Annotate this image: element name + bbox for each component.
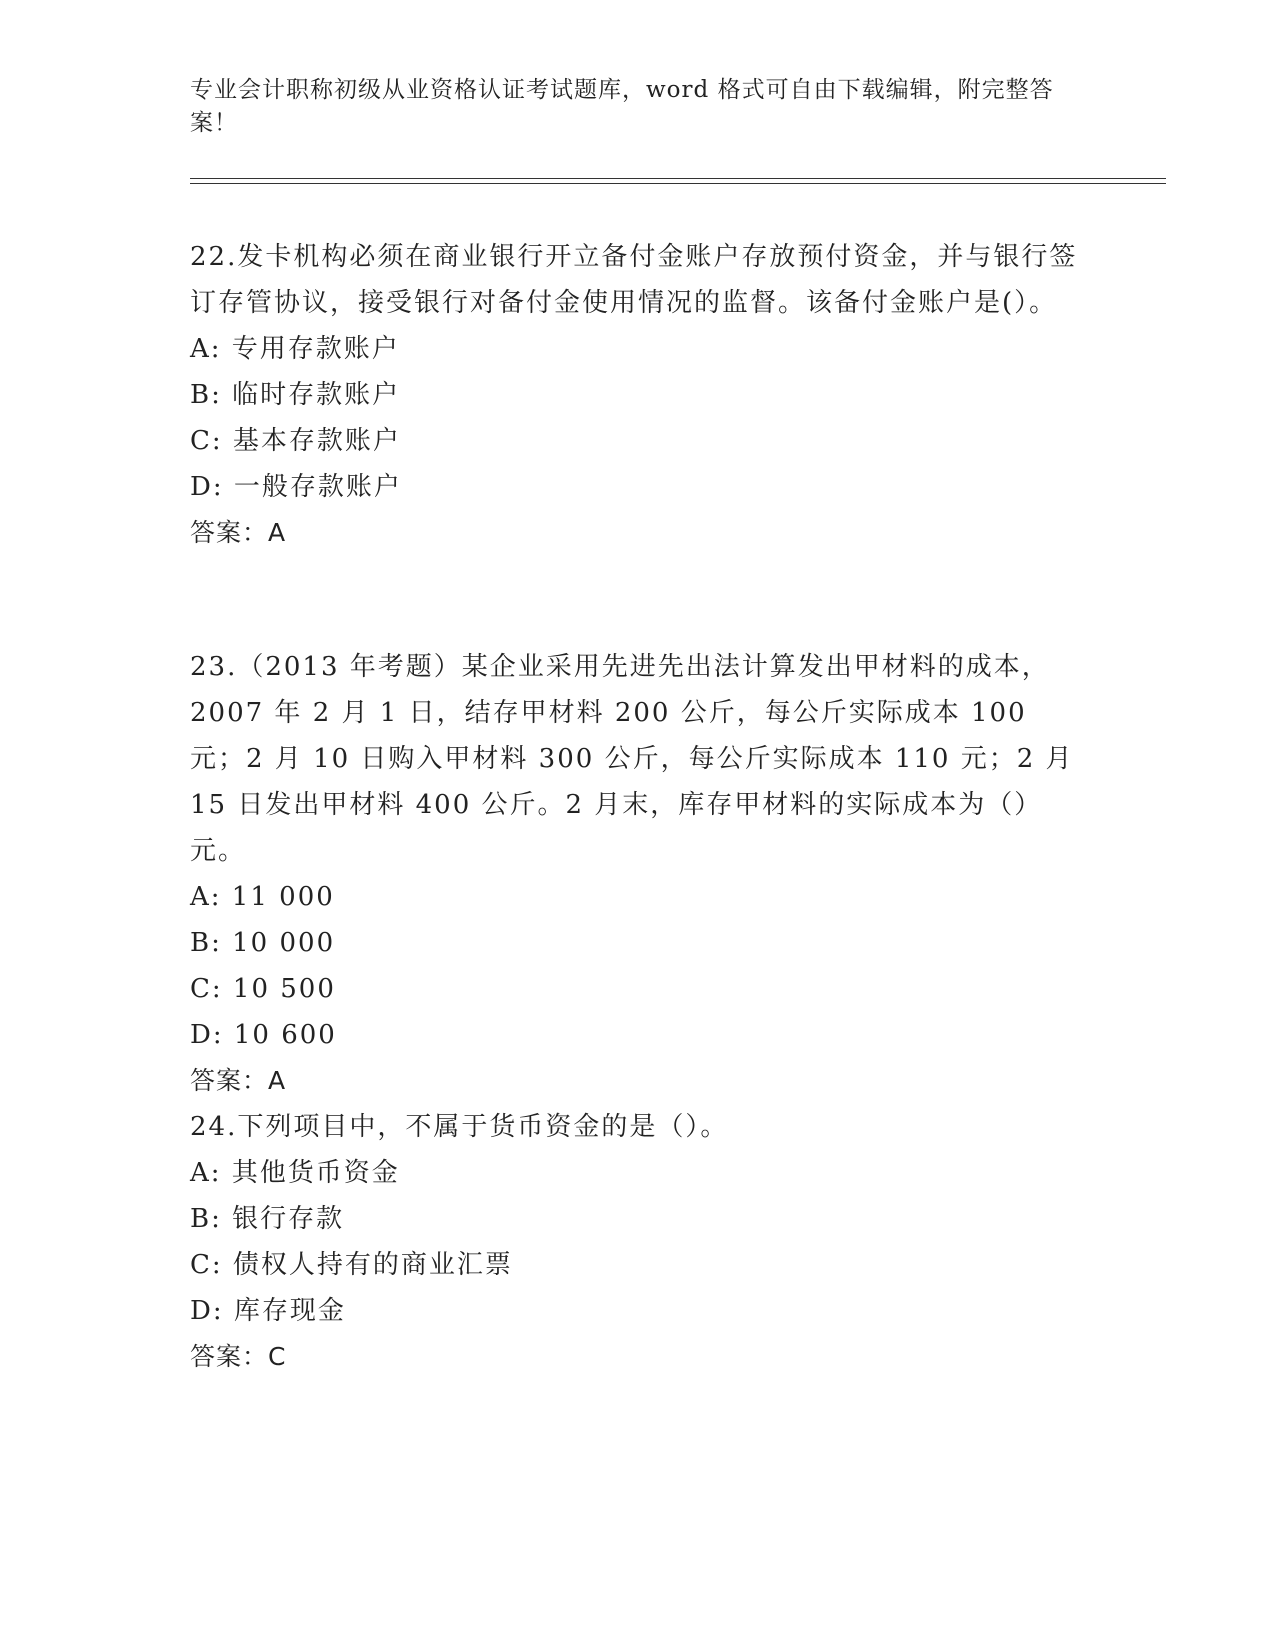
option-d: D: 一般存款账户 xyxy=(190,472,402,502)
header-divider-bottom xyxy=(190,183,1166,184)
option-a: A: 11 000 xyxy=(190,882,335,912)
question-stem: 22.发卡机构必须在商业银行开立备付金账户存放预付资金，并与银行签订存管协议，接受银行对备付金使用情况的监督。该备付金账户是(）。 xyxy=(190,242,1078,318)
option-c: C: 10 500 xyxy=(190,974,336,1004)
question-24 xyxy=(190,1104,1090,1380)
question-stem: 24.下列项目中，不属于货币资金的是（）。 xyxy=(190,1112,729,1142)
answer-line: 答案：C xyxy=(190,1342,287,1371)
option-a: A: 其他货币资金 xyxy=(190,1158,400,1188)
option-list xyxy=(190,874,1090,1058)
option-a: A: 专用存款账户 xyxy=(190,334,400,364)
question-22 xyxy=(190,234,1090,556)
option-b: B: 10 000 xyxy=(190,928,336,958)
option-d: D: 库存现金 xyxy=(190,1296,346,1326)
question-23 xyxy=(190,644,1090,1104)
option-c: C: 债权人持有的商业汇票 xyxy=(190,1250,513,1280)
answer-line: 答案：A xyxy=(190,1066,287,1095)
option-list xyxy=(190,326,1090,510)
answer-line: 答案：A xyxy=(190,518,287,547)
header-divider-top xyxy=(190,178,1166,179)
option-b: B: 临时存款账户 xyxy=(190,380,401,410)
document-header: 专业会计职称初级从业资格认证考试题库，word 格式可自由下载编辑，附完整答案！ xyxy=(190,77,1054,136)
option-b: B: 银行存款 xyxy=(190,1204,345,1234)
option-c: C: 基本存款账户 xyxy=(190,426,401,456)
option-list xyxy=(190,1150,1090,1334)
question-stem: 23.（2013 年考题）某企业采用先进先出法计算发出甲材料的成本，2007 年 2 月 1 日，结存甲材料 200 公斤，每公斤实际成本 100 元；2 月 10 日购入甲材料 300 公斤，每公斤实际成本 110 元；2 月 15 日发出甲材料 400 公斤。2 月末，库存甲材料的实际成本为（）元。 xyxy=(190,652,1074,866)
option-d: D: 10 600 xyxy=(190,1020,337,1050)
